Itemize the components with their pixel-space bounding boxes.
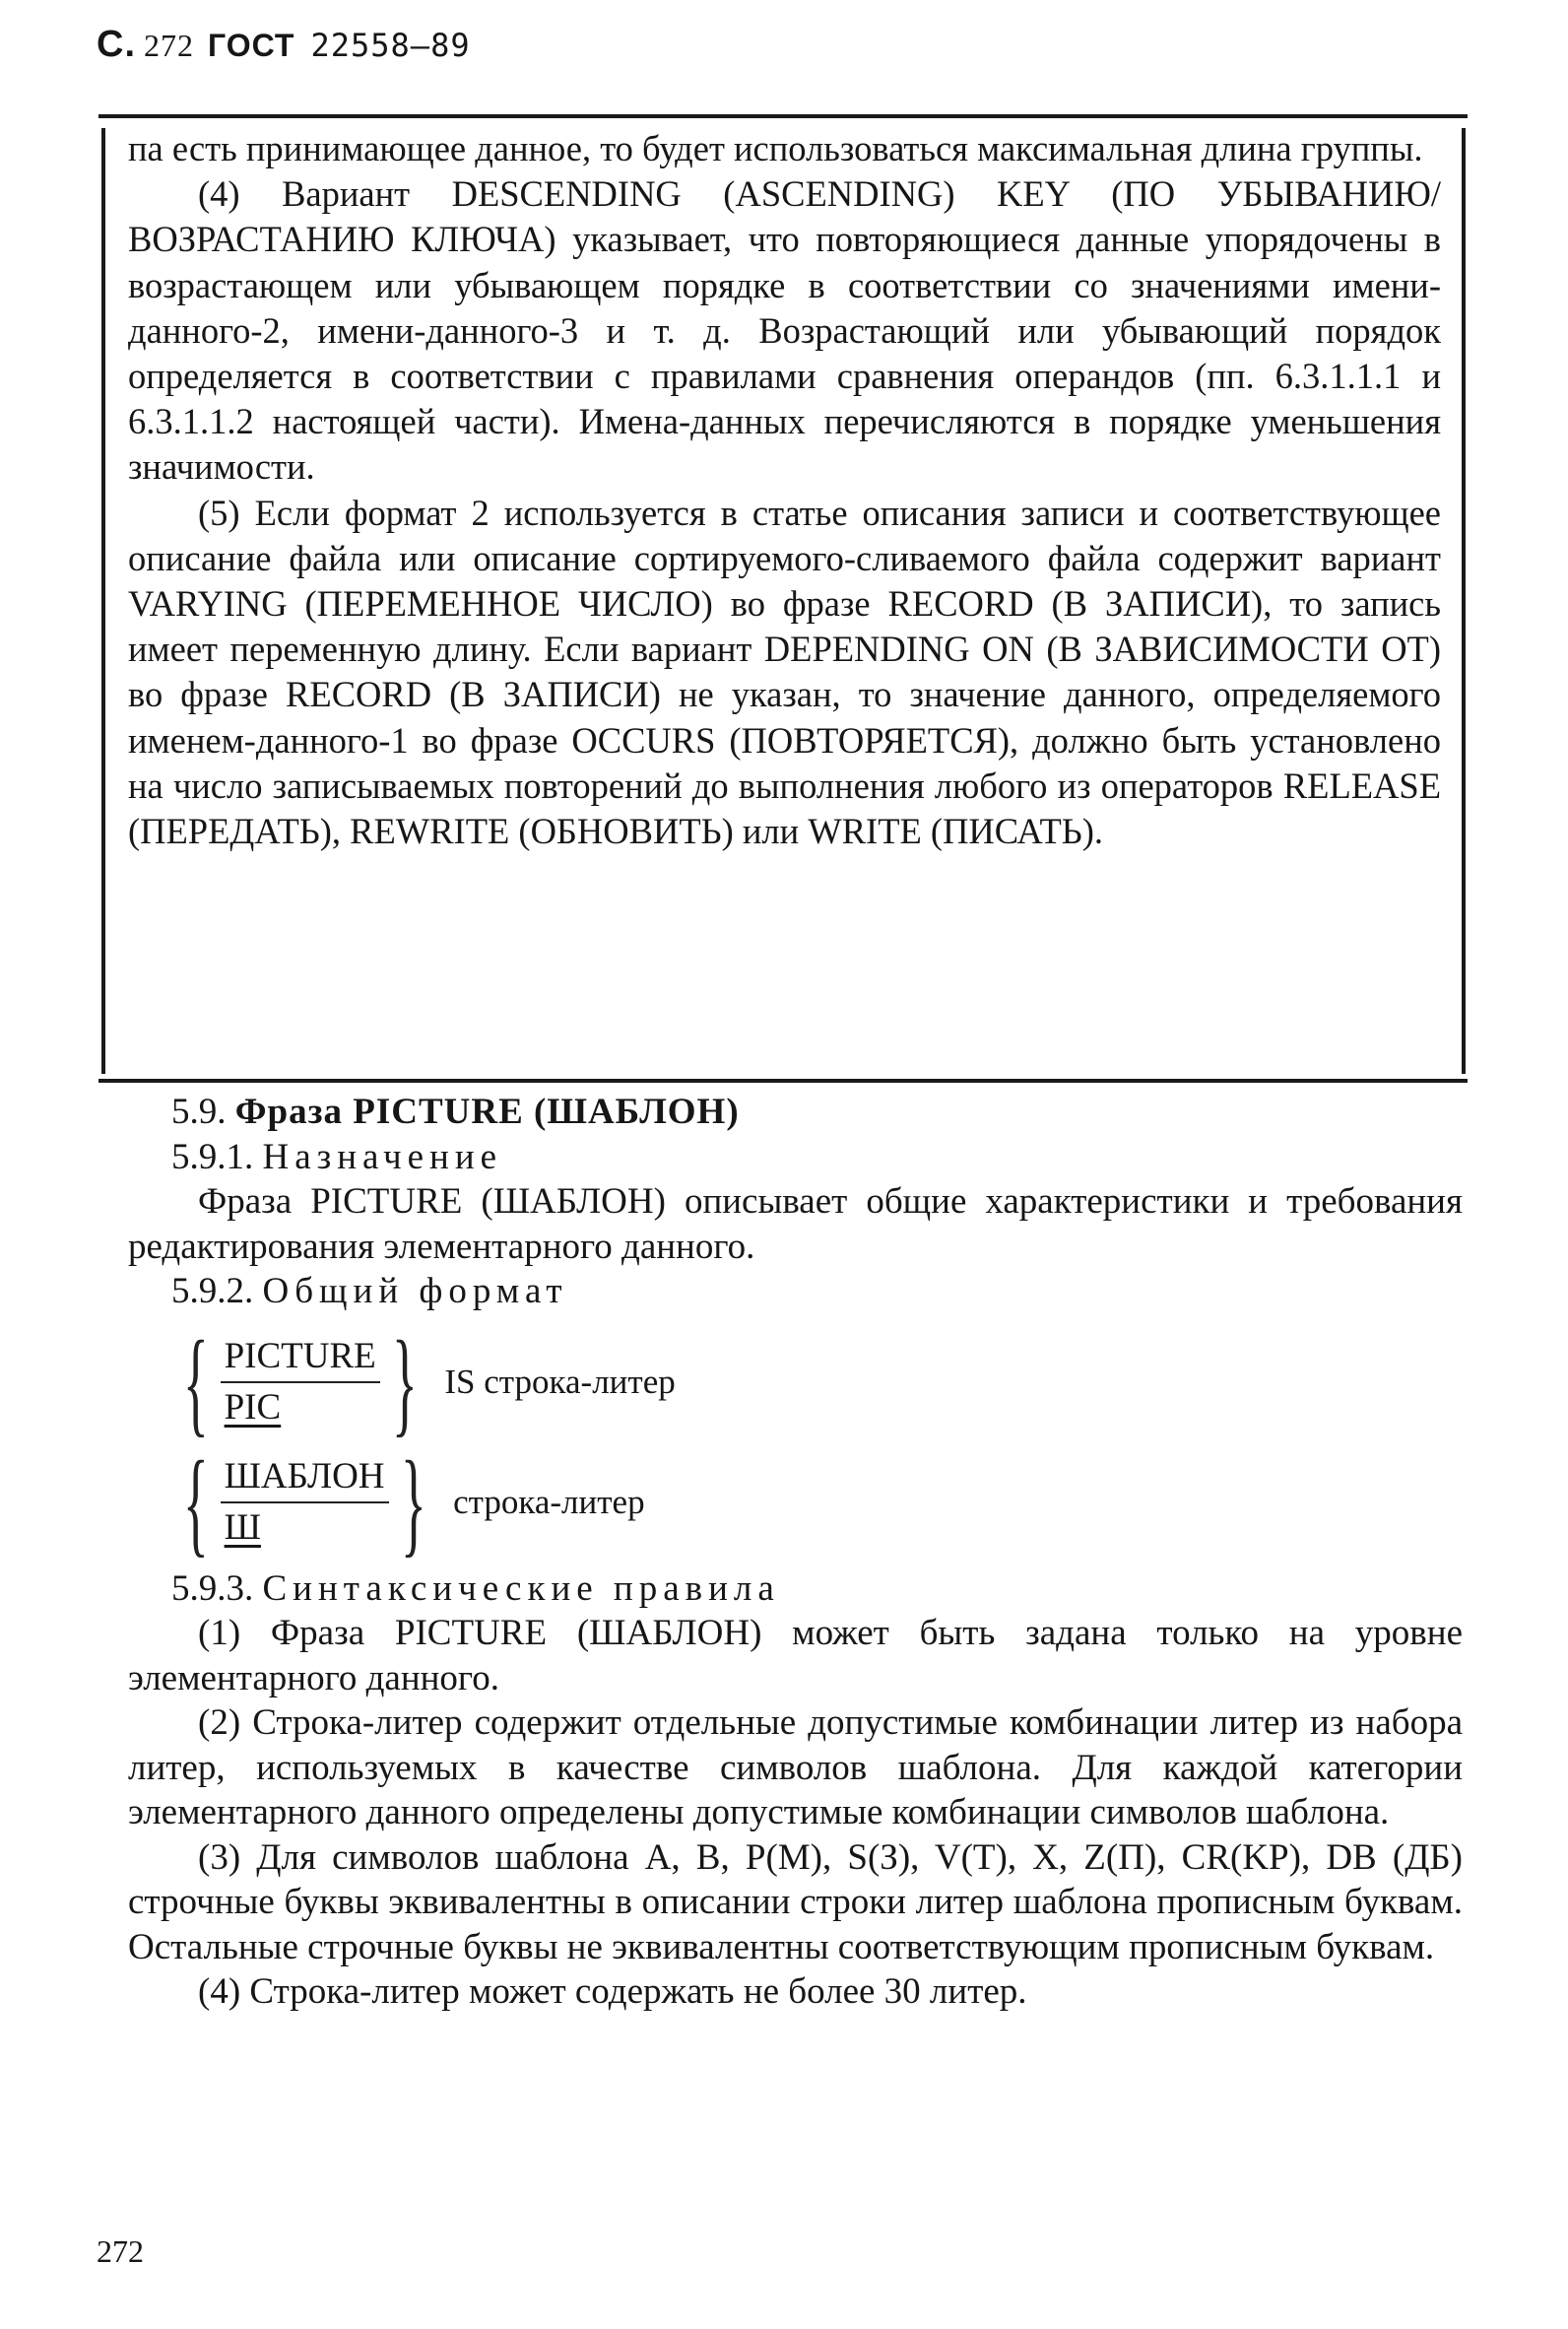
subsection-3-heading: [128, 1566, 1463, 1612]
header-standard: ГОСТ: [208, 28, 295, 63]
subsection-2-heading: [128, 1269, 1463, 1314]
subsection-1-text: Фраза PICTURE (ШАБЛОН) описывает общие характеристики и требования редактирования элементарного данного.: [128, 1181, 1463, 1267]
change-bar-right: [1462, 128, 1466, 1074]
header-prefix: С.: [97, 24, 136, 65]
keyword-shablon: ШАБЛОН: [221, 1454, 389, 1503]
left-brace: {: [182, 1435, 209, 1567]
keyword-sh: Ш: [224, 1506, 261, 1548]
boxed-paragraph-5: (5) Если формат 2 используется в статье описания записи и соответствующее описание файла или описание сортируемого-сливаемого файла содержит вариант VARYING (ПЕРЕМЕННОЕ ЧИСЛО) во фразе RECORD (В ЗАПИСИ), то запись имеет переменную длину. Если вариант DEPENDING ON (В ЗАВИСИМОСТИ ОТ) во фразе RECORD (В ЗАПИСИ) не указан, то значение данного, определяемого именем-данного-1 во фразе OCCURS (ПОВТОРЯЕТСЯ), должно быть установлено на число записываемых повторений до выполнения любого из операторов RELEASE (ПЕРЕДАТЬ), REWRITE (ОБНОВИТЬ) или WRITE (ПИСАТЬ).: [128, 492, 1441, 852]
left-brace: {: [182, 1315, 209, 1447]
subsection-1-number: 5.9.1.: [171, 1136, 254, 1177]
boxed-text-block: [128, 126, 1441, 854]
subsection-2-number: 5.9.2.: [171, 1271, 254, 1311]
subsection-2-title: Общий формат: [262, 1271, 568, 1311]
rule-4: (4) Строка-литер может содержать не более 30 литер.: [198, 1971, 1027, 2012]
main-text: [128, 1090, 1463, 2015]
header-code: 22558—89: [310, 27, 471, 64]
page-number: 272: [97, 2233, 144, 2269]
subsection-1-heading: [128, 1135, 1463, 1180]
section-title: Фраза PICTURE (ШАБЛОН): [234, 1092, 740, 1132]
rule-2: (2) Строка-литер содержит отдельные допустимые комбинации литер из набора литер, используемых в качестве символов шаблона. Для каждой категории элементарного данного определены допустимые комбинации символов шаблона.: [128, 1702, 1463, 1832]
format-row-shablon: [167, 1435, 1463, 1567]
boxed-paragraph-4: (4) Вариант DESCENDING (ASCENDING) KEY (ПО УБЫВАНИЮ/ВОЗРАСТАНИЮ КЛЮЧА) указывает, что повторяющиеся данные упорядочены в возрастающем или убывающем порядке в соответствии со значениями имени-данного-2, имени-данного-3 и т. д. Возрастающий или убывающий порядок определяется в соответствии с правилами сравнения операндов (пп. 6.3.1.1.1 и 6.3.1.1.2 настоящей части). Имена-данных перечисляются в порядке уменьшения значимости.: [128, 173, 1441, 488]
rule-1: (1) Фраза PICTURE (ШАБЛОН) может быть задана только на уровне элементарного данного.: [128, 1613, 1463, 1698]
section-number: 5.9.: [171, 1092, 227, 1132]
boxed-paragraph-continuation: па есть принимающее данное, то будет использоваться максимальная длина группы.: [128, 128, 1423, 168]
keyword-stack: [221, 1454, 389, 1550]
box-bottom-rule: [98, 1079, 1468, 1083]
right-brace: }: [391, 1315, 418, 1447]
rule-3: (3) Для символов шаблона A, B, P(M), S(З), V(T), X, Z(П), CR(KP), DB (ДБ) строчные буквы эквивалентны в описании строки литер шаблона прописным буквам. Остальные строчные буквы не эквивалентны соответствующим прописным буквам.: [128, 1836, 1463, 1967]
general-format: [167, 1315, 1463, 1567]
keyword-stack: [221, 1334, 380, 1430]
header-page: 272: [144, 28, 194, 63]
box-top-rule: [98, 114, 1468, 118]
subsection-3-number: 5.9.3.: [171, 1567, 254, 1609]
format-label-2: строка-литер: [453, 1482, 645, 1521]
format-label-1: IS строка-литер: [444, 1362, 676, 1401]
subsection-1-title: Назначение: [262, 1136, 503, 1177]
change-bar-left: [101, 128, 105, 1074]
running-header: [97, 24, 471, 66]
right-brace: }: [400, 1435, 426, 1567]
section-heading: [128, 1090, 1463, 1135]
keyword-picture: PICTURE: [221, 1334, 380, 1383]
keyword-pic: PIC: [224, 1386, 282, 1428]
subsection-3-title: Синтаксические правила: [262, 1567, 780, 1609]
format-row-picture: [167, 1315, 1463, 1447]
